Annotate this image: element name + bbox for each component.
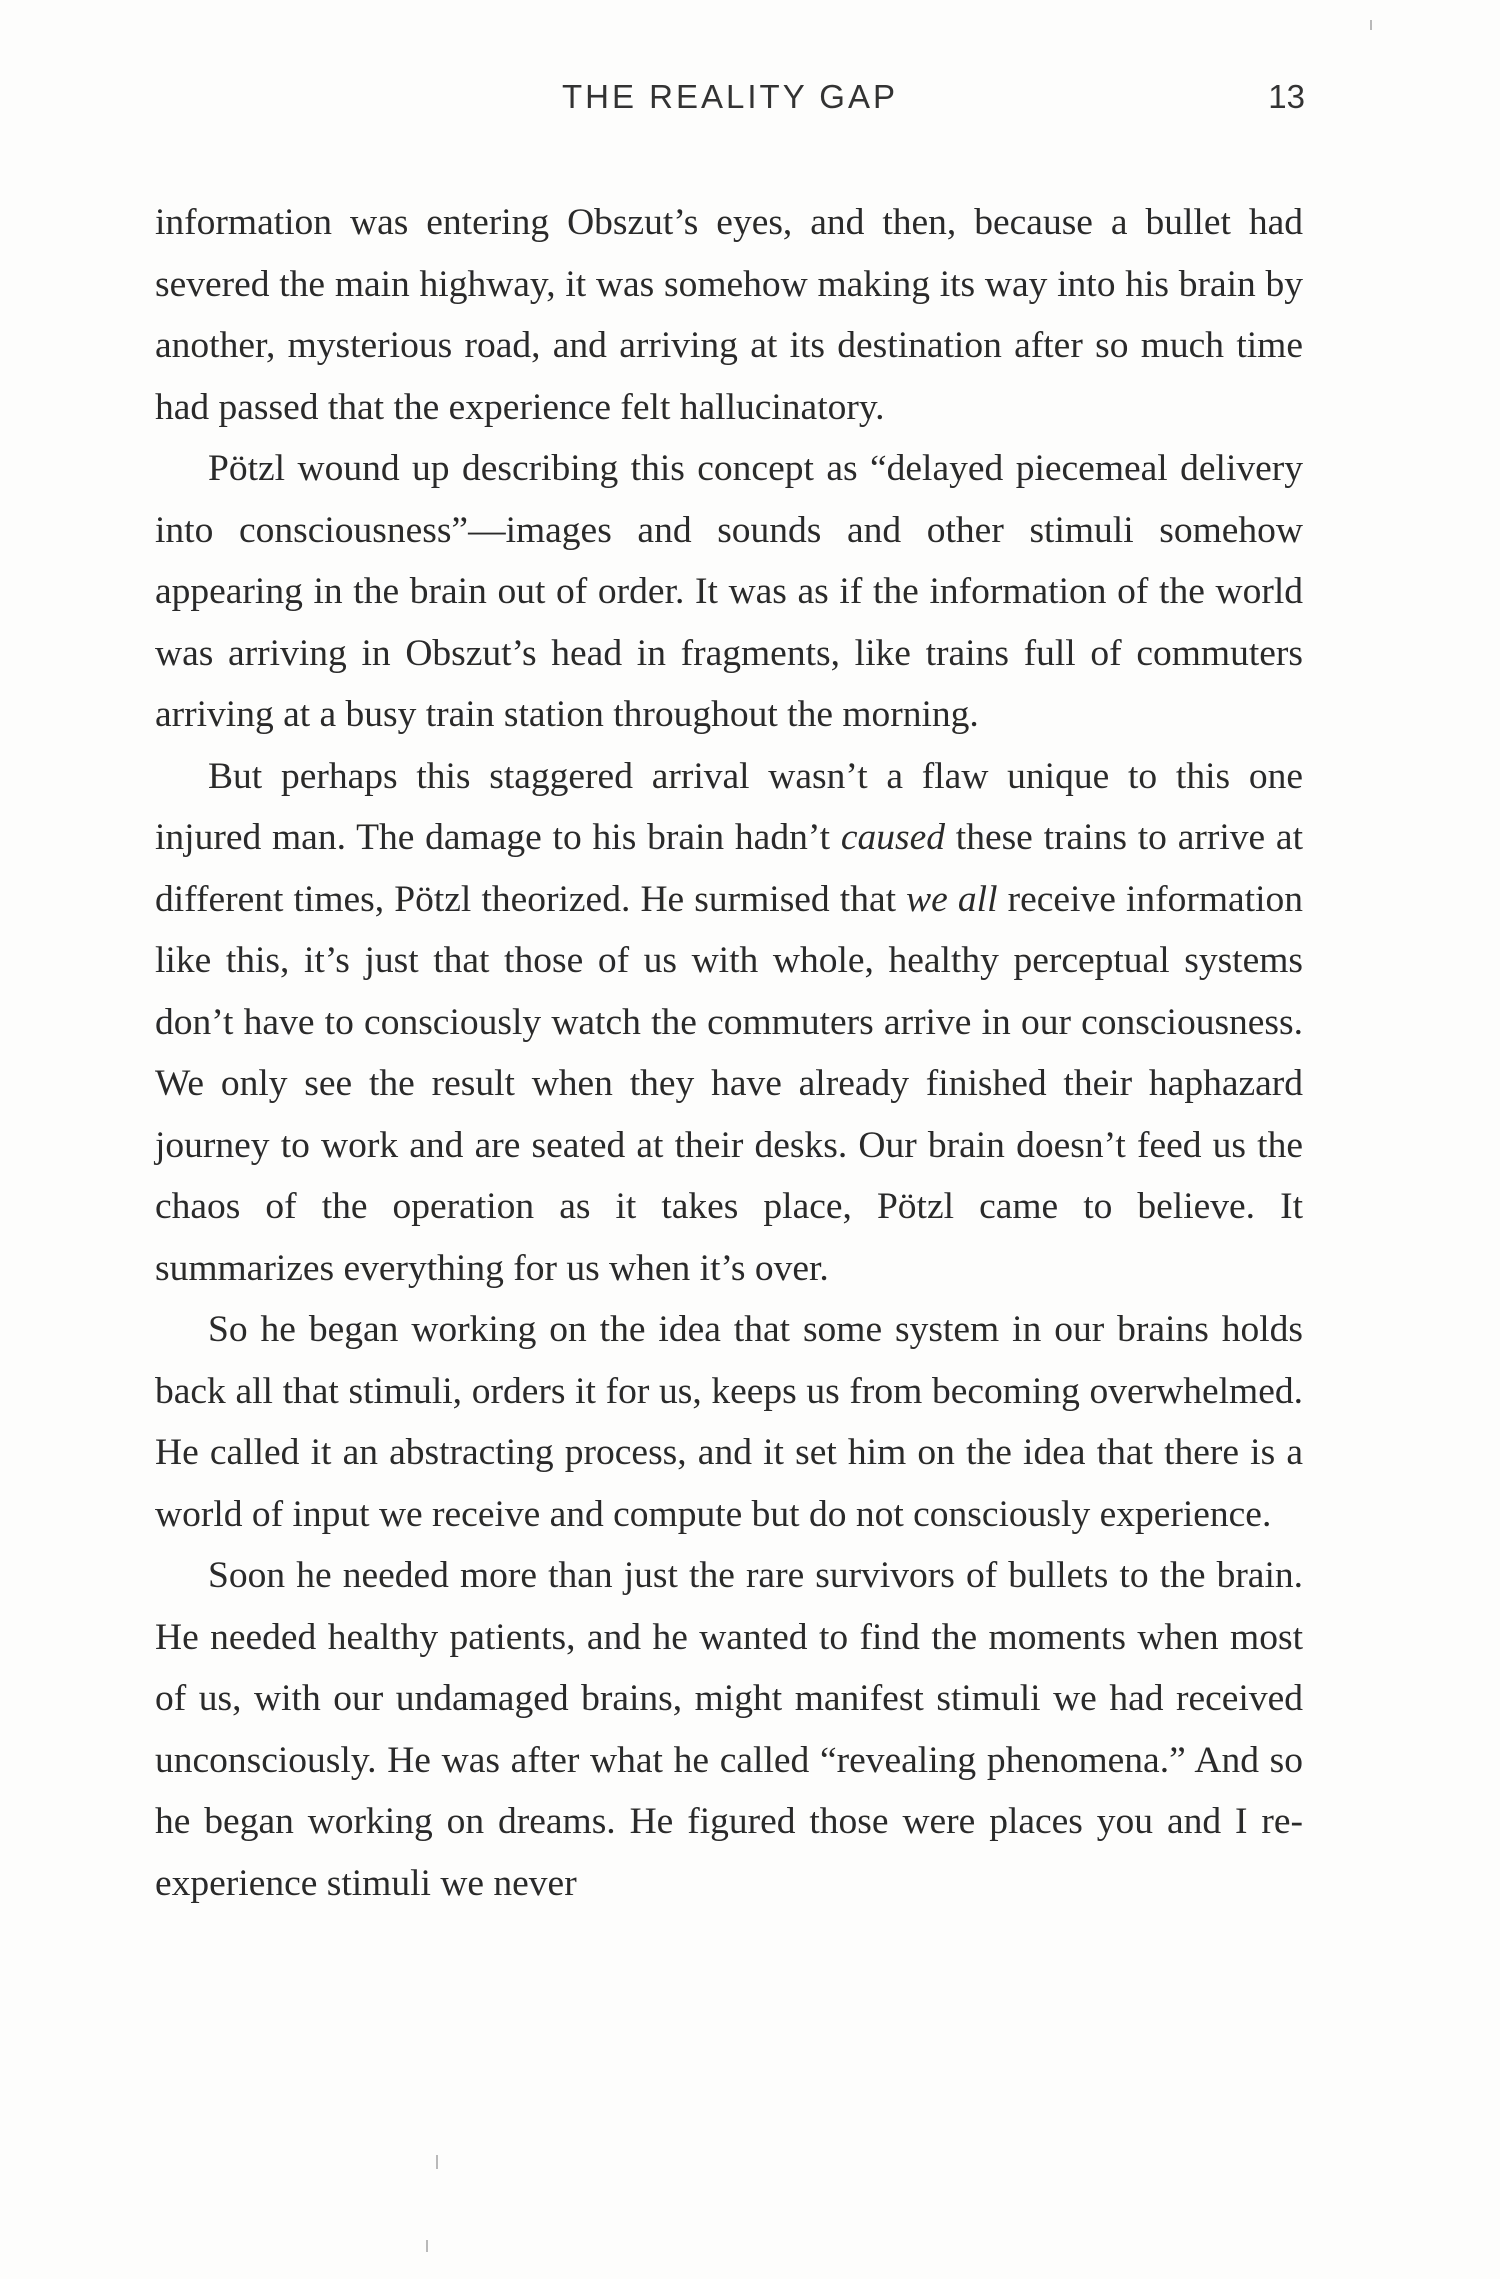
paragraph-5: Soon he needed more than just the rare survivors of bullets to the brain. He needed healthy patients, and he wanted to find the moments when most of us, with our undamaged brains, might manifest stimuli we had received unconsciously. He was after what he called “revealing phenomena.” And so he began working on dreams. He figured those were places you and I re-experience stimuli we never (155, 1555, 1303, 1904)
paragraph-3-part-b: these trains to arrive at different times, Pötzl theorized. He surmised that (155, 817, 1303, 920)
paragraph-2: Pötzl wound up describing this concept as “delayed piecemeal delivery into consciousness”—images and sounds and other stimuli somehow appearing in the brain out of order. It was as if the information of the world was arriving in Obszut’s head in fragments, like trains full of commuters arriving at a busy train station throughout the morning. (155, 448, 1303, 735)
scan-speck (426, 2240, 428, 2252)
paragraph-1: information was entering Obszut’s eyes, and then, because a bullet had severed the main highway, it was somehow making its way into his brain by another, mysterious road, and arriving at its destination after so much time had passed that the experience felt hallucinatory. (155, 202, 1303, 428)
italic-caused: caused (840, 817, 945, 858)
running-head-title: THE REALITY GAP (562, 78, 898, 115)
paragraph-3-part-a: But perhaps this staggered arrival wasn’t a flaw unique to this one injured man. The damage to his brain hadn’t (155, 755, 1303, 858)
paragraph-3 (155, 746, 1303, 1300)
body-text (155, 192, 1303, 1914)
paragraph-4: So he began working on the idea that some system in our brains holds back all that stimuli, orders it for us, keeps us from becoming overwhelmed. He called it an abstracting process, and it set him on the idea that there is a world of input we receive and compute but do not consciously experience. (155, 1309, 1303, 1535)
scan-speck (1370, 20, 1372, 30)
italic-we-all: we all (906, 878, 998, 920)
scan-speck (436, 2155, 438, 2169)
page-number: 13 (1268, 78, 1305, 115)
paragraph-3-part-c: receive information like this, it’s just that those of us with whole, healthy perceptual systems don’t have to consciously watch the commuters arrive in our consciousness. We only see the result when they have already finished their haphazard journey to work and are seated at their desks. Our brain doesn’t feed us the chaos of the operation as it takes place, Pötzl came to believe. It summarizes everything for us when it’s over. (155, 878, 1303, 1289)
